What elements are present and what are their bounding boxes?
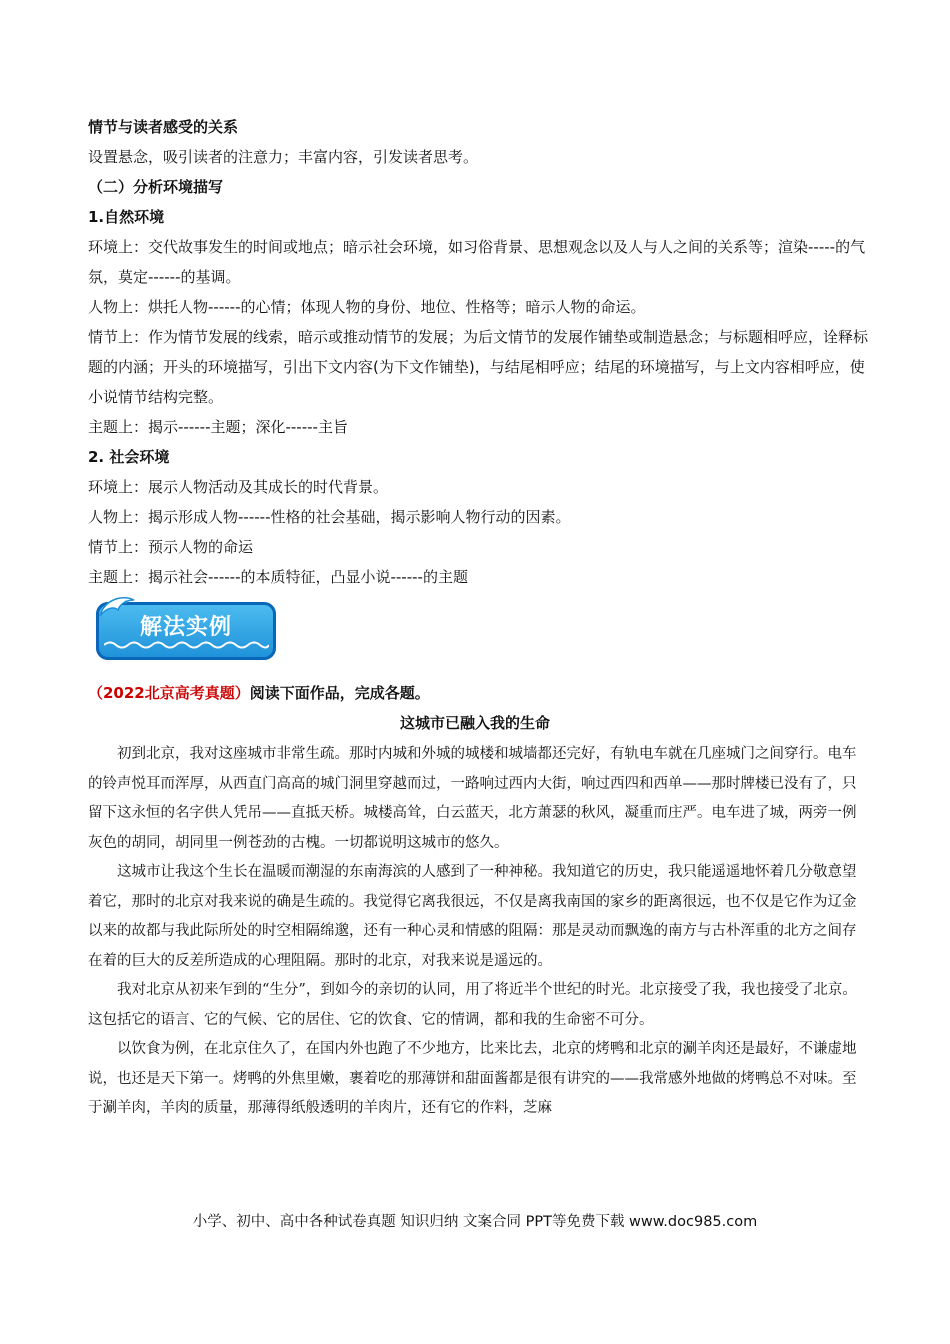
paragraph-social-env-plot: 情节上：预示人物的命运 bbox=[88, 538, 254, 556]
solution-example-banner bbox=[96, 592, 279, 664]
passage-title: 这城市已融入我的生命 bbox=[399, 714, 550, 732]
paragraph-social-env-character: 人物上：揭示形成人物------性格的社会基础，揭示影响人物行动的因素。 bbox=[88, 508, 571, 526]
banner-label: 解法实例 bbox=[140, 615, 233, 640]
passage-paragraph: 初到北京，我对这座城市非常生疏。那时内城和外城的城楼和城墙都还完好，有轨电车就在几座城门之间穿行。电车的铃声悦耳而浑厚，从西直门高高的城门洞里穿越而过，一路响过西内大街，响过西四和西单——那时牌楼已没有了，只留下这永恒的名字供人凭吊——直抵天桥。城楼高耸，白云蓝天，北方萧瑟的秋风，凝重而庄严。电车进了城，两旁一例灰色的胡同，胡同里一例苍劲的古槐。一切都说明这城市的悠久。 bbox=[88, 746, 857, 851]
passage-paragraph: 以饮食为例，在北京住久了，在国内外也跑了不少地方，比来比去，北京的烤鸭和北京的涮羊肉还是最好，不谦虚地说，也还是天下第一。烤鸭的外焦里嫩，裹着吃的那薄饼和甜面酱都是很有讲究的——我常感外地做的烤鸭总不对味。至于涮羊肉，羊肉的质量，那薄得纸般透明的羊肉片，还有它的作料，芝麻 bbox=[88, 1041, 857, 1116]
wave-icon bbox=[104, 640, 269, 650]
paragraph-natural-env-character: 人物上：烘托人物------的心情；体现人物的身份、地位、性格等；暗示人物的命运。 bbox=[88, 298, 646, 316]
paragraph-plot-reader: 设置悬念，吸引读者的注意力；丰富内容，引发读者思考。 bbox=[88, 148, 479, 166]
page-footer: 小学、初中、高中各种试卷真题 知识归纳 文案合同 PPT等免费下载 www.doc985.com bbox=[192, 1214, 758, 1230]
question-line bbox=[88, 680, 430, 706]
paragraph-social-env-setting: 环境上：展示人物活动及其成长的时代背景。 bbox=[88, 478, 389, 496]
heading-natural-environment: 1.自然环境 bbox=[88, 208, 165, 226]
question-instruction: 阅读下面作品，完成各题。 bbox=[249, 684, 430, 702]
heading-plot-reader: 情节与读者感受的关系 bbox=[88, 118, 239, 136]
heading-environment-analysis: （二）分析环境描写 bbox=[88, 178, 224, 196]
passage-body bbox=[88, 740, 863, 1124]
question-source: （2022北京高考真题） bbox=[88, 684, 250, 702]
section-plot-reader bbox=[88, 112, 878, 592]
paragraph-social-env-theme: 主题上：揭示社会------的本质特征，凸显小说------的主题 bbox=[88, 568, 468, 586]
passage-paragraph: 我对北京从初来乍到的“生分”，到如今的亲切的认同，用了将近半个世纪的时光。北京接受了我，我也接受了北京。这包括它的语言、它的气候、它的居住、它的饮食、它的情调，都和我的生命密不可分。 bbox=[88, 982, 857, 1028]
paragraph-natural-env-theme: 主题上：揭示------主题；深化------主旨 bbox=[88, 418, 348, 436]
passage-paragraph: 这城市让我这个生长在温暖而潮湿的东南海滨的人感到了一种神秘。我知道它的历史，我只能遥遥地怀着几分敬意望着它，那时的北京对我来说的确是生疏的。我觉得它离我很远，不仅是离我南国的家乡的距离很远，也不仅是它作为辽金以来的故都与我此际所处的时空相隔绵邈，还有一种心灵和情感的阻隔：那是灵动而飘逸的南方与古朴浑重的北方之间存在着的巨大的反差所造成的心理阻隔。那时的北京，对我来说是遥远的。 bbox=[88, 864, 857, 969]
paragraph-natural-env-setting: 环境上：交代故事发生的时间或地点；暗示社会环境，如习俗背景、思想观念以及人与人之间的关系等；渲染-----的气氛，莫定------的基调。 bbox=[88, 238, 866, 286]
paragraph-natural-env-plot: 情节上：作为情节发展的线索，暗示或推动情节的发展；为后文情节的发展作铺垫或制造悬念；与标题相呼应，诠释标题的内涵；开头的环境描写，引出下文内容(为下文作铺垫)，与结尾相呼应；结尾的环境描写，与上文内容相呼应，使小说情节结构完整。 bbox=[88, 328, 869, 406]
heading-social-environment: 2. 社会环境 bbox=[88, 448, 170, 466]
dolphin-icon bbox=[96, 592, 140, 628]
